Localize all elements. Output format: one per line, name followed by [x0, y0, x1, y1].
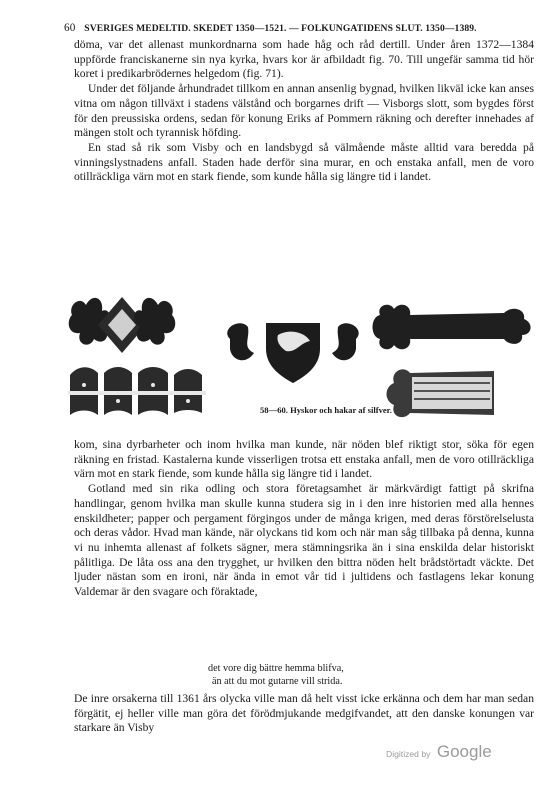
google-logo: Google	[436, 742, 492, 761]
page-header	[64, 22, 540, 34]
verse-quote	[208, 662, 448, 688]
clasp-hook-right	[373, 305, 531, 417]
figure-clasps	[64, 287, 540, 427]
paragraph: döma, var det allenast munkordnarna som hade håg och råd dertill. Under åren 1372—1384 uppförde franciskanerne sin nya kyrka, hvars kor är afbildadt fig. 70. Till ungefär samma tid hör koret i predikarbrödernes helgedom (fig. 71).	[74, 38, 534, 81]
body-text-top	[74, 38, 534, 185]
running-title: SVERIGES MEDELTID. SKEDET 1350—1521. — FOLKUNGATIDENS SLUT. 1350—1389.	[84, 23, 477, 34]
paragraph: Gotland med sin rika odling och stora företagsamhet är märkvärdigt fattigt på skrifna handlingar, genom hvilka man skulle kunna studera sig in i den inre historien med alla hennes enskildheter; papper och pergament förgingos under de många krigen, med deras förstörelselusta och deras vådor. Hvad man kände, när olyckans tid kom och när man såg tillbaka på denna, kunna vi nu inhemta allenast af folkets sägner, mera stämningsrika än i sina enskilda delar historiskt pålitliga. De låta oss ana den trygghet, ur hvilken den bittra nöden helt brådstörtadt väckte. Det ljuder nästan som en ironi, när ända in emot vår tid i jultidens och fastlagens lekar konung Valdemar är den svagare och föraktade,	[74, 482, 534, 599]
page-number: 60	[64, 22, 76, 34]
digitized-watermark	[386, 742, 492, 762]
verse-line: det vore dig bättre hemma blifva,	[208, 663, 344, 674]
clasp-ornament-left-bottom	[68, 367, 206, 415]
watermark-prefix: Digitized by	[386, 749, 431, 759]
paragraph: Under det följande århundradet tillkom en annan ansenlig bygnad, hvilken likväl icke kan anses vitna om någon tillväxt i stadens välstånd och borgarnes drift — Visborgs slott, som bygdes först för den preussiska ordens, sedan för konung Eriks af Pommern räkning och derefter innehades af mängen stolt och tyrannisk höfding.	[74, 82, 534, 140]
body-text-bottom	[74, 438, 534, 600]
body-text-final	[74, 692, 534, 736]
clasp-ornament-left-top	[69, 297, 176, 353]
paragraph: En stad så rik som Visby och en landsbygd så välmående måste alltid vara beredda på vinningslystnadens anfall. Staden hade derför sina murar, en och enstaka anfall, men de voro otillräckliga värn mot en stark fiende, som kunde hålla sig längre tid i landet.	[74, 140, 534, 184]
paragraph: kom, sina dyrbarheter och inom hvilka man kunde, när nöden blef riktigt stor, söka för egen räkning en fristad. Kastalerna kunde visserligen trotsa ett enstaka anfall, men de voro otillräckliga värn mot en stark fiende, som kunde hålla sig längre tid i landet.	[74, 438, 534, 481]
figure-caption: 58—60. Hyskor och hakar af silfver.	[260, 405, 392, 415]
paragraph: De inre orsakerna till 1361 års olycka ville man då helt visst icke erkänna och dem har man sedan förgätit, ej heller ville man göra det förödmjukande medgifvandet, att den danske konungen var starkare än Visby	[74, 692, 534, 735]
verse-line: än att du mot gutarne vill strida.	[212, 676, 343, 687]
clasp-shield-center	[227, 323, 358, 383]
